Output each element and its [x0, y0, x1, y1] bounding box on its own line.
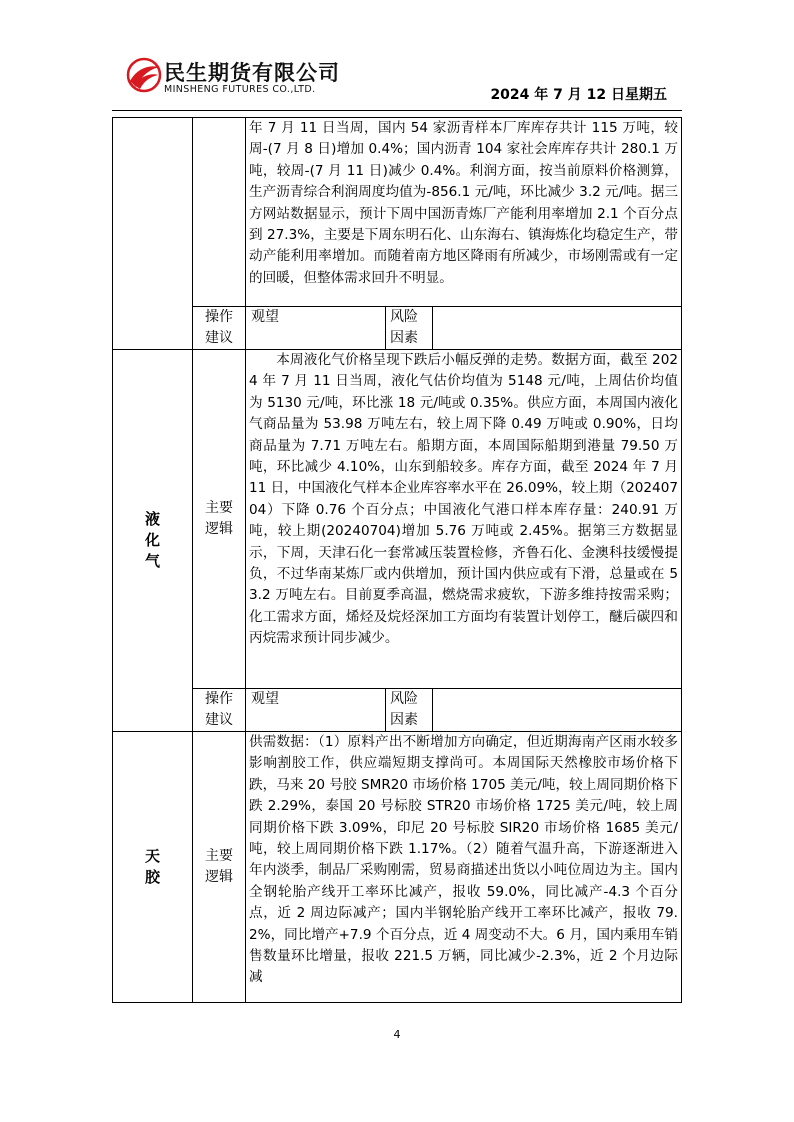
rubber-logic-text: 供需数据：（1）原料产出不断增加方向确定，但近期海南产区雨水较多影响割胶工作，供应端短期支撑尚可。本周国际天然橡胶市场价格下跌，马来 20 号胶 SMR20 市场价格 1705 美元/吨，较上周同期价格下跌 2.29%，泰国 20 号标胶 STR20 市场价格 1725 美元/吨，较上周同期价格下跌 3.09%，印尼 20 号标胶 SIR20 市场价格 1685 美元/吨，较上周同期价格下跌 1.17%。（2）随着气温升高，下游逐渐进入年内淡季，制品厂采购刚需，贸易商描述出货以小吨位周边为主。国内全钢轮胎产线开工率环比减产，报收 59.0%，同比减产-4.3 个百分点，近 2 周边际减产；国内半钢轮胎产线开工率环比减产，报收 79.2%，同比增产+7.9 个百分点，近 4 周变动不大。6 月，国内乘用车销售数量环比增量，报收 221.5 万辆，同比减少-2.3%，近 2 个月边际减 — [246, 732, 682, 1003]
analysis-table — [112, 117, 682, 1003]
asphalt-op-label: 操作建议 — [193, 307, 246, 350]
asphalt-risk-value — [433, 307, 682, 349]
asphalt-logic-label-cell — [193, 118, 246, 307]
rubber-logic-row — [113, 732, 682, 1003]
lpg-risk-label: 风险因素 — [386, 689, 433, 731]
rubber-logic-label: 主要逻辑 — [193, 732, 246, 1003]
rubber-category-cell — [113, 732, 193, 1003]
asphalt-logic-text: 年 7 月 11 日当周，国内 54 家沥青样本厂库库存共计 115 万吨，较周-(7 月 8 日)增加 0.4%；国内沥青 104 家社会库库存共计 280.1 万吨，较周-(7 月 11 日)减少 0.4%。利润方面，按当前原料价格测算，生产沥青综合利润周度均值为-856.1 元/吨，环比减少 3.2 元/吨。据三方网站数据显示，预计下周中国沥青炼厂产能利用率增加 2.1 个百分点到 27.3%，主要是下周东明石化、山东海右、镇海炼化均稳定生产，带动产能利用率增加。而随着南方地区降雨有所减少，市场刚需或有一定的回暖，但整体需求回升不明显。 — [246, 118, 682, 307]
company-logo — [126, 57, 366, 101]
asphalt-risk-label: 风险因素 — [386, 307, 433, 349]
asphalt-op-risk-cell — [246, 307, 682, 350]
logo-chinese-name: 民生期货有限公司 — [164, 61, 340, 85]
lpg-risk-value — [433, 689, 682, 731]
page-number: 4 — [393, 1028, 401, 1041]
lpg-op-risk-cell — [246, 689, 682, 732]
asphalt-operation-row — [113, 307, 682, 350]
lpg-op-value: 观望 — [251, 691, 279, 707]
asphalt-category-cell — [113, 118, 193, 350]
lpg-operation-row — [113, 689, 682, 732]
logo-english-name: MINSHENG FUTURES CO.,LTD. — [164, 84, 316, 95]
asphalt-logic-row — [113, 118, 682, 307]
minsheng-logo-icon — [126, 57, 162, 93]
header-divider — [112, 110, 682, 111]
asphalt-op-value: 观望 — [251, 309, 279, 325]
lpg-op-label: 操作建议 — [193, 689, 246, 732]
lpg-logic-text: 本周液化气价格呈现下跌后小幅反弹的走势。数据方面，截至 2024 年 7 月 11 日当周，液化气估价均值为 5148 元/吨，上周估价均值为 5130 元/吨，环比涨 18 元/吨或 0.35%。供应方面，本周国内液化气商品量为 53.98 万吨左右，较上周下降 0.49 万吨或 0.90%，日均商品量为 7.71 万吨左右。船期方面，本周国际船期到港量 79.50 万吨，环比减少 4.10%，山东到船较多。库存方面，截至 2024 年 7 月 11 日，中国液化气样本企业库容率水平在 26.09%，较上期（20240704）下降 0.76 个百分点；中国液化气港口样本库存量：240.91 万吨，较上期(20240704)增加 5.76 万吨或 2.45%。据第三方数据显示，下周，天津石化一套常减压装置检修，齐鲁石化、金澳科技缓慢提负，不过华南某炼厂或内供增加，预计国内供应或有下滑，总量或在 53.2 万吨左右。目前夏季高温，燃烧需求疲软，下游多维持按需采购；化工需求方面，烯烃及烷烃深加工方面均有装置计划停工，醚后碳四和丙烷需求预计同步减少。 — [246, 350, 682, 689]
report-date: 2024 年 7 月 12 日星期五 — [490, 87, 667, 103]
lpg-category: 液化气 — [144, 510, 160, 570]
lpg-logic-label: 主要逻辑 — [193, 350, 246, 689]
lpg-logic-row — [113, 350, 682, 689]
lpg-category-cell — [113, 350, 193, 732]
rubber-category: 天胶 — [144, 847, 160, 886]
